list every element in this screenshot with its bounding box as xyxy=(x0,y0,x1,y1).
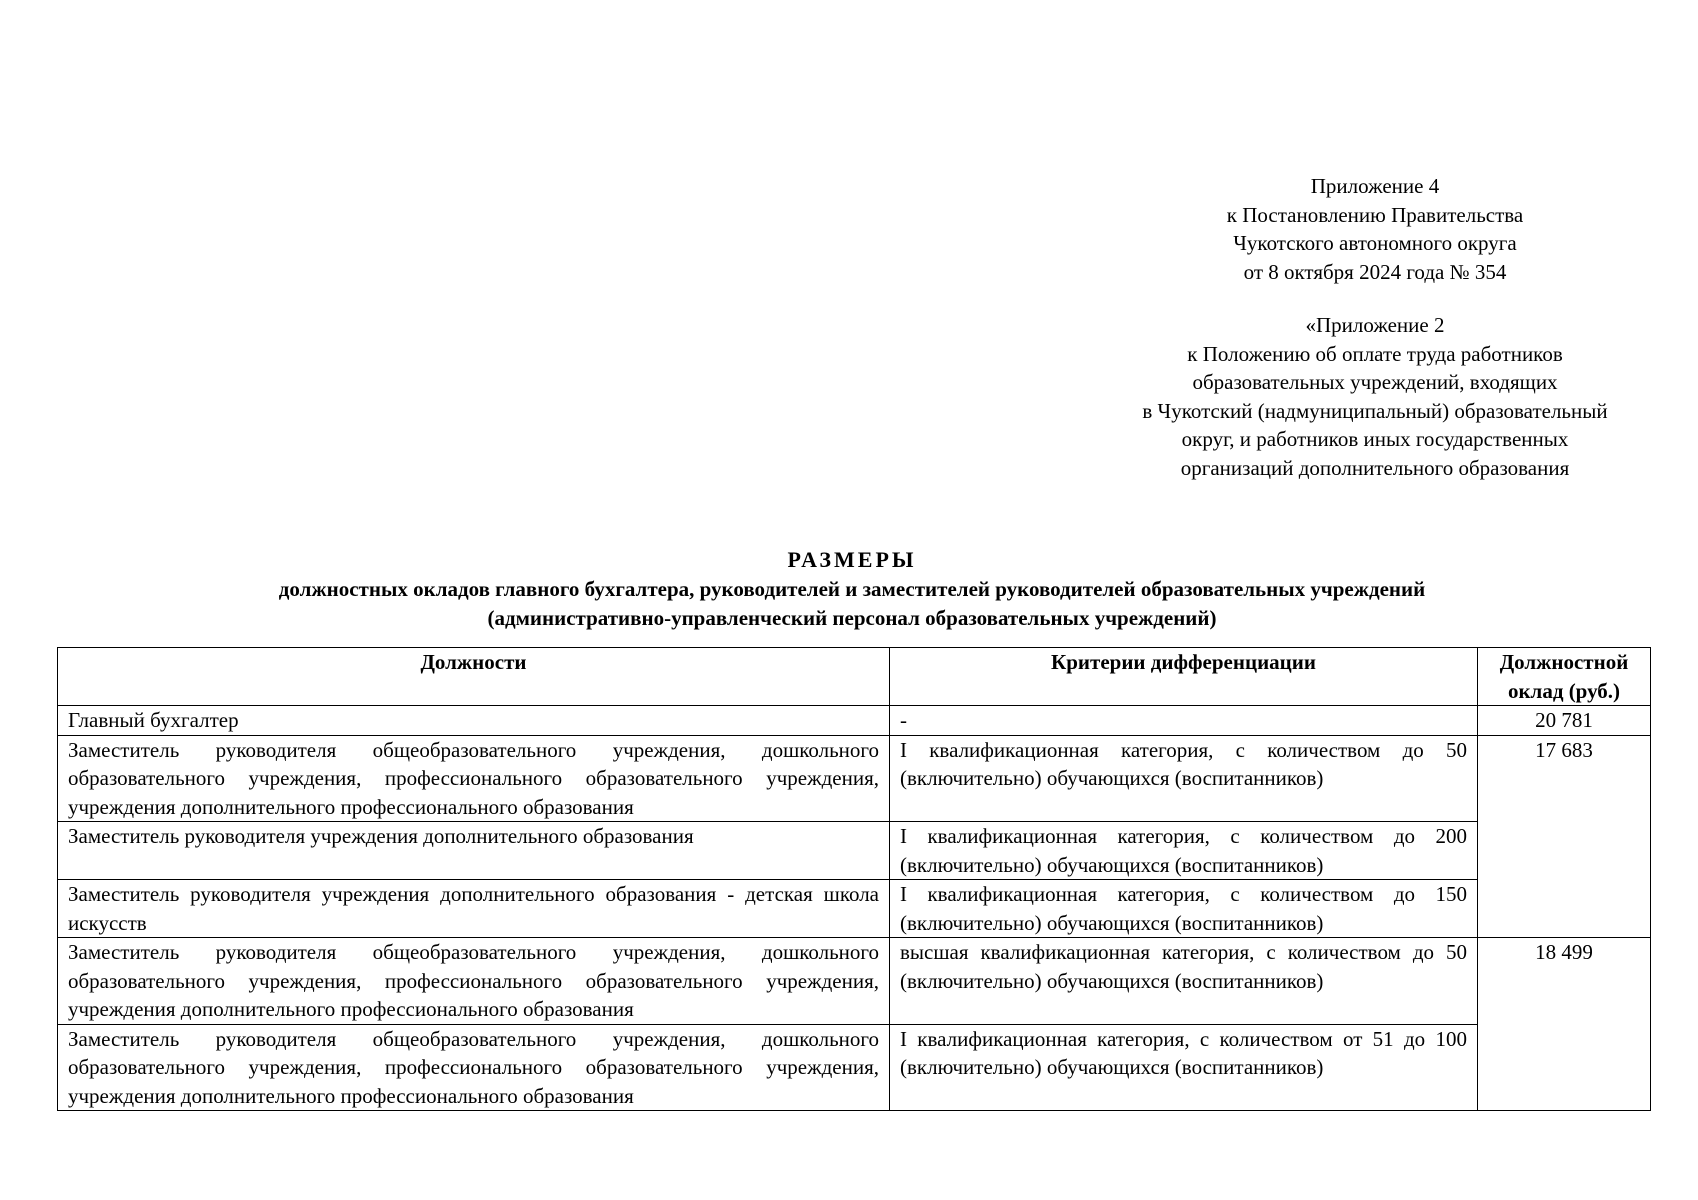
criteria-cell: I квалификационная категория, с количеством до 200 (включительно) обучающихся (воспитанников) xyxy=(890,822,1478,880)
table-header-row xyxy=(58,648,1651,706)
table-row xyxy=(58,880,1651,938)
position-cell: Заместитель руководителя общеобразовательного учреждения, дошкольного образовательного учреждения, профессионального образовательного учреждения, учреждения дополнительного профессионального образования xyxy=(58,735,890,822)
appendix-2-line: к Положению об оплате труда работников xyxy=(1187,341,1563,366)
header-position: Должности xyxy=(58,648,890,706)
position-cell: Заместитель руководителя учреждения дополнительного образования - детская школа искусств xyxy=(58,880,890,938)
position-cell: Заместитель руководителя учреждения дополнительного образования xyxy=(58,822,890,880)
position-cell: Заместитель руководителя общеобразовательного учреждения, дошкольного образовательного учреждения, профессионального образовательного учреждения, учреждения дополнительного профессионального образования xyxy=(58,938,890,1025)
table-row xyxy=(58,938,1651,1025)
table-row xyxy=(58,822,1651,880)
salary-cell: 17 683 xyxy=(1478,735,1651,938)
position-cell: Заместитель руководителя общеобразовательного учреждения, дошкольного образовательного учреждения, профессионального образовательного учреждения, учреждения дополнительного профессионального образования xyxy=(58,1024,890,1111)
criteria-cell: - xyxy=(890,706,1478,736)
criteria-cell: высшая квалификационная категория, с количеством до 50 (включительно) обучающихся (воспитанников) xyxy=(890,938,1478,1025)
appendix-4-line: Чукотского автономного округа xyxy=(1233,231,1517,255)
salary-table xyxy=(57,647,1651,1111)
position-cell: Главный бухгалтер xyxy=(58,706,890,736)
document-subtitle-note: (административно-управленческий персонал образовательных учреждений) xyxy=(487,606,1217,630)
salary-cell: 18 499 xyxy=(1478,938,1651,1111)
header-salary: Должностной оклад (руб.) xyxy=(1478,648,1651,706)
header-criteria: Критерии дифференциации xyxy=(890,648,1478,706)
table-row xyxy=(58,706,1651,736)
document-subtitle: должностных окладов главного бухгалтера, руководителей и заместителей руководителей образовательных учреждений xyxy=(278,577,1426,601)
salary-cell: 20 781 xyxy=(1478,706,1651,736)
appendix-4-line: от 8 октября 2024 года № 354 xyxy=(1243,259,1507,284)
document-title: РАЗМЕРЫ xyxy=(787,547,917,572)
table-row xyxy=(58,1024,1651,1111)
criteria-cell: I квалификационная категория, с количеством до 150 (включительно) обучающихся (воспитанников) xyxy=(890,880,1478,938)
appendix-4-header xyxy=(1140,172,1610,286)
criteria-cell: I квалификационная категория, с количеством от 51 до 100 (включительно) обучающихся (воспитанников) xyxy=(890,1024,1478,1111)
appendix-2-header xyxy=(1040,311,1698,482)
document-title-block xyxy=(57,545,1647,633)
appendix-2-line: в Чукотский (надмуниципальный) образовательный xyxy=(1142,398,1608,423)
appendix-2-line: организаций дополнительного образования xyxy=(1180,455,1570,480)
appendix-4-line: Приложение 4 xyxy=(1310,174,1440,198)
table-row xyxy=(58,735,1651,822)
criteria-cell: I квалификационная категория, с количеством до 50 (включительно) обучающихся (воспитанников) xyxy=(890,735,1478,822)
appendix-2-line: «Приложение 2 xyxy=(1305,313,1445,337)
appendix-4-line: к Постановлению Правительства xyxy=(1226,202,1524,227)
appendix-2-line: образовательных учреждений, входящих xyxy=(1192,370,1558,394)
appendix-2-line: округ, и работников иных государственных xyxy=(1181,427,1569,451)
